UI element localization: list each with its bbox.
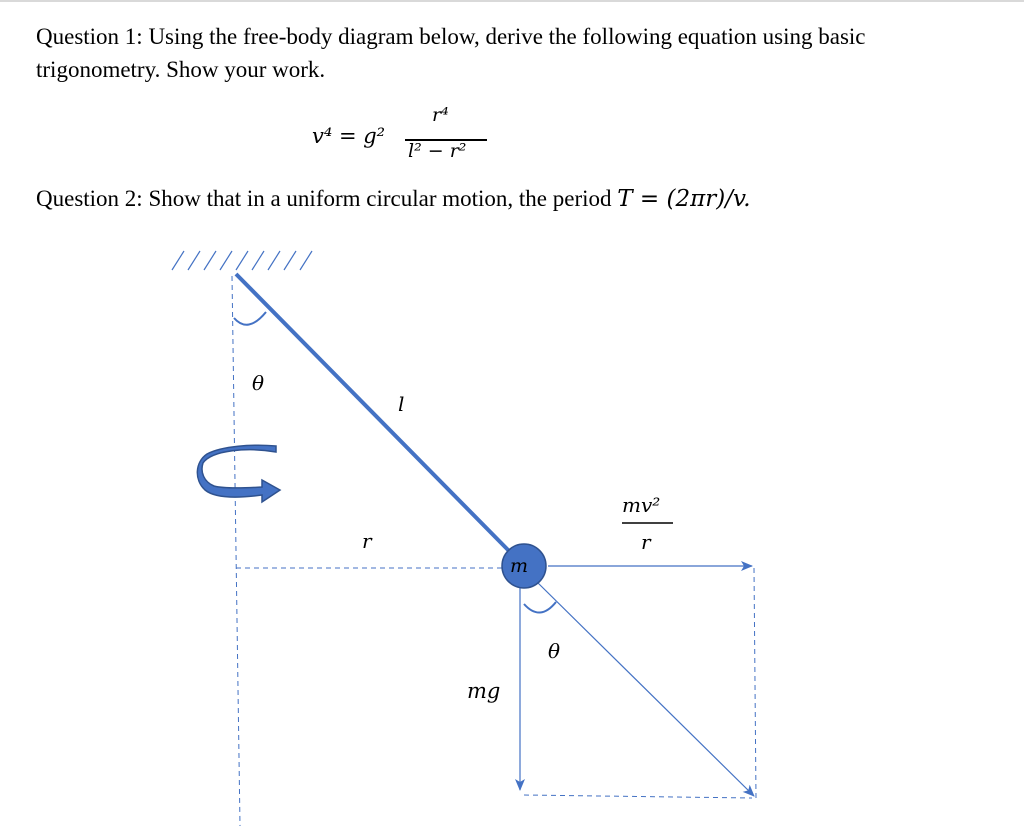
label-length: l [398,392,405,416]
bottom-dashed-line [524,795,752,798]
label-theta-top: θ [252,371,265,395]
question2-text: Question 2: Show that in a uniform circular motion, the period [36,186,618,211]
resultant-force-arrow [537,582,754,796]
label-theta-bottom: θ [548,639,561,663]
right-dashed-line [754,568,756,798]
angle-arc-bottom [524,602,556,613]
equation-numerator: r⁴ [432,104,449,126]
label-centripetal-denominator: r [641,530,651,554]
question2-period-formula: T = (2πr)/v. [617,186,751,212]
question1-line2: trigonometry. Show your work. [36,57,326,82]
equation-denominator: l² − r² [408,140,467,162]
pendulum-rod [236,274,512,554]
rotation-arrow-icon [197,445,280,502]
label-centripetal-numerator: mv² [622,493,661,517]
label-mass: m [510,555,529,577]
label-weight: mg [467,679,501,703]
question1-line1: Question 1: Using the free-body diagram below, derive the following equation using basic [36,24,866,49]
ceiling-hatch [172,251,312,270]
label-radius: r [362,529,372,553]
vertical-axis-dashed [232,276,240,826]
equation-lhs: v⁴ = g² [312,124,386,148]
angle-arc-top [234,312,266,325]
